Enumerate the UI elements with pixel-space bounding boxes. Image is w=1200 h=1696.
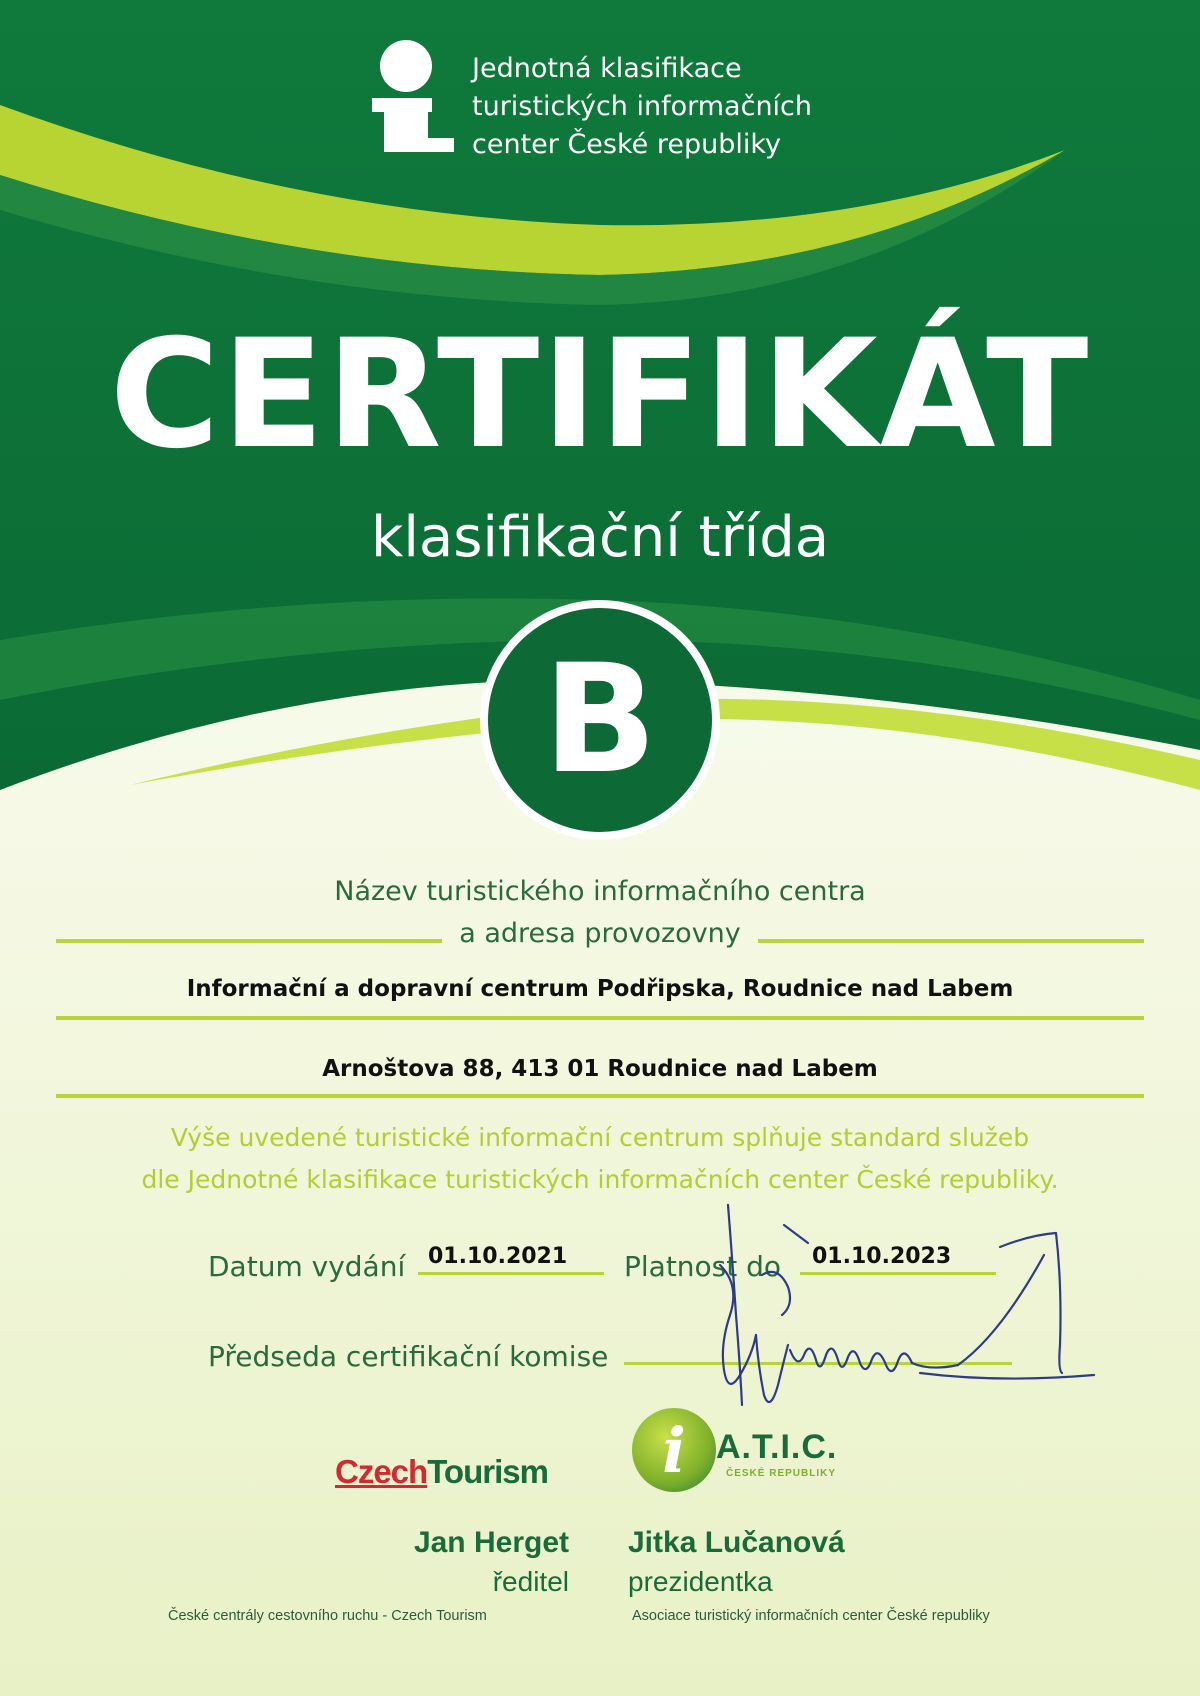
center-name: Informační a dopravní centrum Podřipska, Roudnice nad Labem <box>186 976 1014 1002</box>
validity-label: Platnost do <box>624 1250 782 1283</box>
header-title <box>472 50 812 164</box>
handwritten-signature <box>700 1195 1100 1425</box>
signer-role-left: ředitel <box>492 1566 569 1597</box>
czechtourism-logo-part1: Czech <box>335 1453 428 1490</box>
center-label-line1: Název turistického informačního centra <box>334 876 866 907</box>
signer-role-right: prezidentka <box>628 1566 773 1597</box>
divider <box>418 1272 604 1275</box>
center-address: Arnoštova 88, 413 01 Roudnice nad Labem <box>322 1056 878 1082</box>
statement-line2: dle Jednotné klasifikace turistických informačních center České republiky. <box>141 1165 1059 1194</box>
certificate-title: CERTIFIKÁT <box>109 308 1091 482</box>
class-badge <box>480 600 720 840</box>
info-i-icon <box>380 40 432 92</box>
issue-date-label: Datum vydání <box>208 1250 406 1283</box>
atic-logo-mark: i <box>662 1413 686 1487</box>
atic-logo-name: A.T.I.C. <box>716 1428 838 1466</box>
statement-line1: Výše uvedené turistické informační centrum splňuje standard služeb <box>170 1123 1030 1152</box>
class-letter: B <box>542 633 658 807</box>
divider <box>758 939 1144 943</box>
signer-name-right: Jitka Lučanová <box>628 1526 845 1559</box>
validity-value: 01.10.2023 <box>812 1244 952 1269</box>
center-label-line2: a adresa provozovny <box>459 918 741 949</box>
czechtourism-logo <box>335 1453 548 1491</box>
divider <box>56 1094 1144 1098</box>
issue-date-value: 01.10.2021 <box>428 1244 568 1269</box>
czechtourism-logo-part2: Tourism <box>427 1453 548 1490</box>
atic-logo-icon <box>632 1408 716 1492</box>
certificate-subtitle: klasifikační třída <box>370 505 830 570</box>
signer-org-right: Asociace turistický informačních center České republiky <box>632 1608 990 1624</box>
signer-org-left: České centrály cestovního ruchu - Czech Tourism <box>168 1608 487 1624</box>
info-i-icon-base <box>384 138 454 152</box>
header-line: Jednotná klasifikace <box>472 53 742 84</box>
atic-logo-subtitle: ČESKÉ REPUBLIKY <box>726 1468 837 1479</box>
divider <box>56 1016 1144 1020</box>
header-line: center České republiky <box>472 129 782 160</box>
header-line: turistických informačních <box>472 91 813 122</box>
signer-name-left: Jan Herget <box>413 1526 569 1559</box>
chair-label: Předseda certifikační komise <box>208 1340 609 1373</box>
